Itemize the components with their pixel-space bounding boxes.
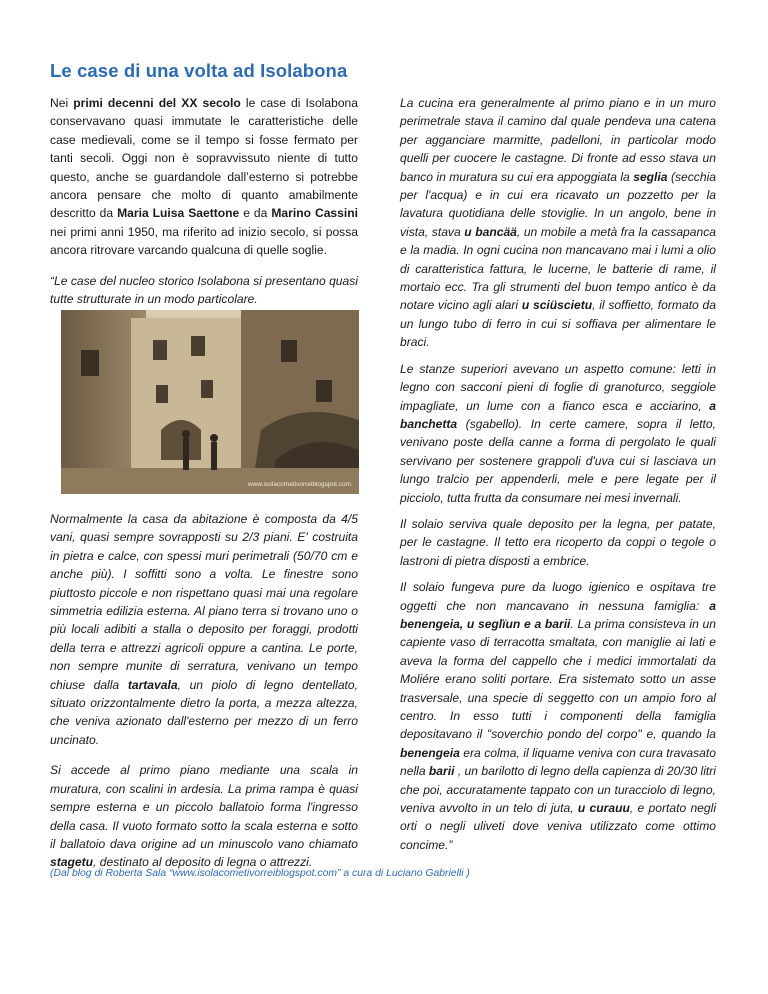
staircase-paragraph bbox=[50, 761, 358, 871]
text-run: nei primi anni 1950, ma riferito ad inizio secolo, si possa ancora ritrovare varcando qualcuna di quelle soglie. bbox=[50, 224, 358, 258]
bold-term: a banchetta bbox=[400, 398, 716, 431]
text-run: , destinato al deposito di legna o attrezzi. bbox=[93, 855, 313, 870]
text-run: Normalmente la casa da abitazione è composta da 4/5 vani, quasi sempre sovrapposti su 2/3 piani. E' costruita in pietra e calce, con spessi muri perimetrali (50/70 cm e anche più). I soffitti sono a volta. Le finestre sono piuttosto piccole e non rispettano quasi mai una regolare simmetria edilizia esterna. Al piano terra si trovano uno o più locali adibiti a stalla o deposito per foraggi, prodotti della terra e attrezzi agricoli oppure a cantina. Le porte, non sempre munite di serratura, venivano un tempo chiuse dalla bbox=[50, 512, 358, 692]
house-description-paragraph bbox=[50, 510, 358, 749]
historic-photo bbox=[61, 310, 359, 494]
text-run: Nei bbox=[50, 96, 74, 110]
left-column-top bbox=[50, 94, 358, 316]
text-run: , e portato negli orti o negli uliveti dove veniva utilizzato come ottimo concime.” bbox=[400, 801, 717, 852]
right-column bbox=[400, 94, 716, 862]
text-run: Il solaio serviva quale deposito per la legna, per patate, per le castagne. Il tetto era ricoperto da coppi o tegole o lastroni di pietra disposti a embrice. bbox=[400, 516, 716, 568]
text-run: , un piolo di legno dentellato, situato orizzontalmente dietro la porta, a mezza altezza, che veniva azionato dall'esterno per mezzo di un ferro uncinato. bbox=[50, 677, 358, 747]
text-run: era colma, il liquame veniva con cura travasato nella bbox=[400, 745, 716, 779]
text-run: , il soffietto, formato da un lungo tubo di ferro in cui si soffiava per alimentare le braci. bbox=[400, 298, 716, 350]
text-run: (secchia per l'acqua) e in cui era ricavato un pozzetto per la lavatura quotidiana delle stoviglie. In un angolo, bene in vista, stava bbox=[400, 169, 716, 239]
bold-term: u sciüscietu bbox=[521, 298, 593, 313]
text-run: “Le case del nucleo storico Isolabona si presentano quasi tutte strutturate in un modo particolare. bbox=[50, 273, 358, 307]
bold-term: barii bbox=[428, 764, 455, 779]
left-column-bottom bbox=[50, 510, 358, 880]
kitchen-paragraph bbox=[400, 94, 716, 352]
text-run: Le stanze superiori avevano un aspetto comune: letti in legno con sacconi pieni di foglie di granoturco, seggiole impagliate, un lume con a fianco esca e acciarino, bbox=[400, 361, 716, 413]
text-run: le case di Isolabona conservavano quasi immutate le caratteristiche delle case medievali, come se il tempo si fosse fermato per tanti secoli. Oggi non è sopravvissuto niente di tutto questo, anche se guardandole dall’esterno si potrebbe ancora pensare che molto di quanto amabilmente descritto da bbox=[50, 96, 358, 221]
intro-paragraph bbox=[50, 94, 358, 260]
hygiene-paragraph bbox=[400, 578, 716, 854]
text-run: . La prima consisteva in un capiente vaso di terracotta smaltata, con maniglie ai lati e aveva la forma del cappello che i medici immortalati da Moliére erano soliti portare. Era sistemato sotto un asse trasversale, una specie di seggetto con un ampio foro al centro. In esso tutti i componenti della famiglia depositavano il "soverchio pondo del corpo" e, quando la bbox=[400, 616, 717, 742]
text-run: (sgabello). In certe camere, sopra il letto, venivano poste della canne a forma di pergolato le quali servivano per sostenere grappoli d'uva cui si lasciava un lungo tralcio per appenderli, mele e pere legate per il picciolo, tutta frutta da consumare nei mesi invernali. bbox=[400, 416, 716, 505]
attic-paragraph bbox=[400, 515, 716, 570]
bold-term: u bancää bbox=[464, 224, 517, 239]
quote-opening-paragraph bbox=[50, 272, 358, 309]
text-run: e da bbox=[239, 206, 272, 221]
bold-term: seglia bbox=[633, 169, 668, 184]
page-title: Le case di una volta ad Isolabona bbox=[50, 60, 348, 81]
bold-term: Marino Cassini bbox=[271, 206, 358, 221]
text-run: Il solaio fungeva pure da luogo igienico e ospitava tre oggetti che non mancavano in nessuna famiglia: bbox=[400, 580, 716, 613]
bold-term: a benengeia, u seglïun e a barii bbox=[400, 598, 716, 631]
bold-term: u curauu bbox=[577, 801, 630, 816]
text-run: , un mobile a metà fra la cassapanca e la madia. In ogni cucina non mancavano mai i lumi a olio di caratteristica fattura, le lucerne, le batterie di rame, il mortaio ecc. Tra gli strumenti del buon tempo antico è da notare vicino agli alari bbox=[400, 224, 716, 313]
bold-term: tartavala bbox=[127, 677, 178, 692]
upper-rooms-paragraph bbox=[400, 360, 716, 507]
source-credit: (Dal blog di Roberta Sala “www.isolacometivorreiblogspot.com” a cura di Luciano Gabrielli ) bbox=[50, 868, 470, 879]
bold-term: benengeia bbox=[400, 745, 460, 760]
photo-watermark: www.isolacometivorreiblogspot.com bbox=[248, 481, 351, 488]
bold-term: stagetu bbox=[50, 855, 94, 870]
text-run: La cucina era generalmente al primo piano e in un muro perimetrale stava il camino dal quale pendeva una catena per agganciare marmitte, padelloni, in particolar modo quelli per cuocere le castagne. Di fronte ad esso stava un banco in muratura su cui era appoggiata la bbox=[400, 96, 716, 184]
text-run: Si accede al primo piano mediante una scala in muratura, con scalini in ardesia. La prima rampa è quasi sempre esterna e un piccolo ballatoio forma l'ingresso della casa. Il vuoto formato sotto la scala esterna e sotto il ballatoio dava origine ad un minuscolo vano chiamato bbox=[50, 763, 358, 851]
text-run: , un barilotto di legno della capienza di 20/30 litri che poi, accuratamente tappato con un turacciolo di legno, veniva avvolto in un telo di juta, bbox=[400, 764, 716, 816]
bold-term: Maria Luisa Saettone bbox=[117, 206, 240, 221]
bold-term: primi decenni del XX secolo bbox=[73, 96, 241, 110]
